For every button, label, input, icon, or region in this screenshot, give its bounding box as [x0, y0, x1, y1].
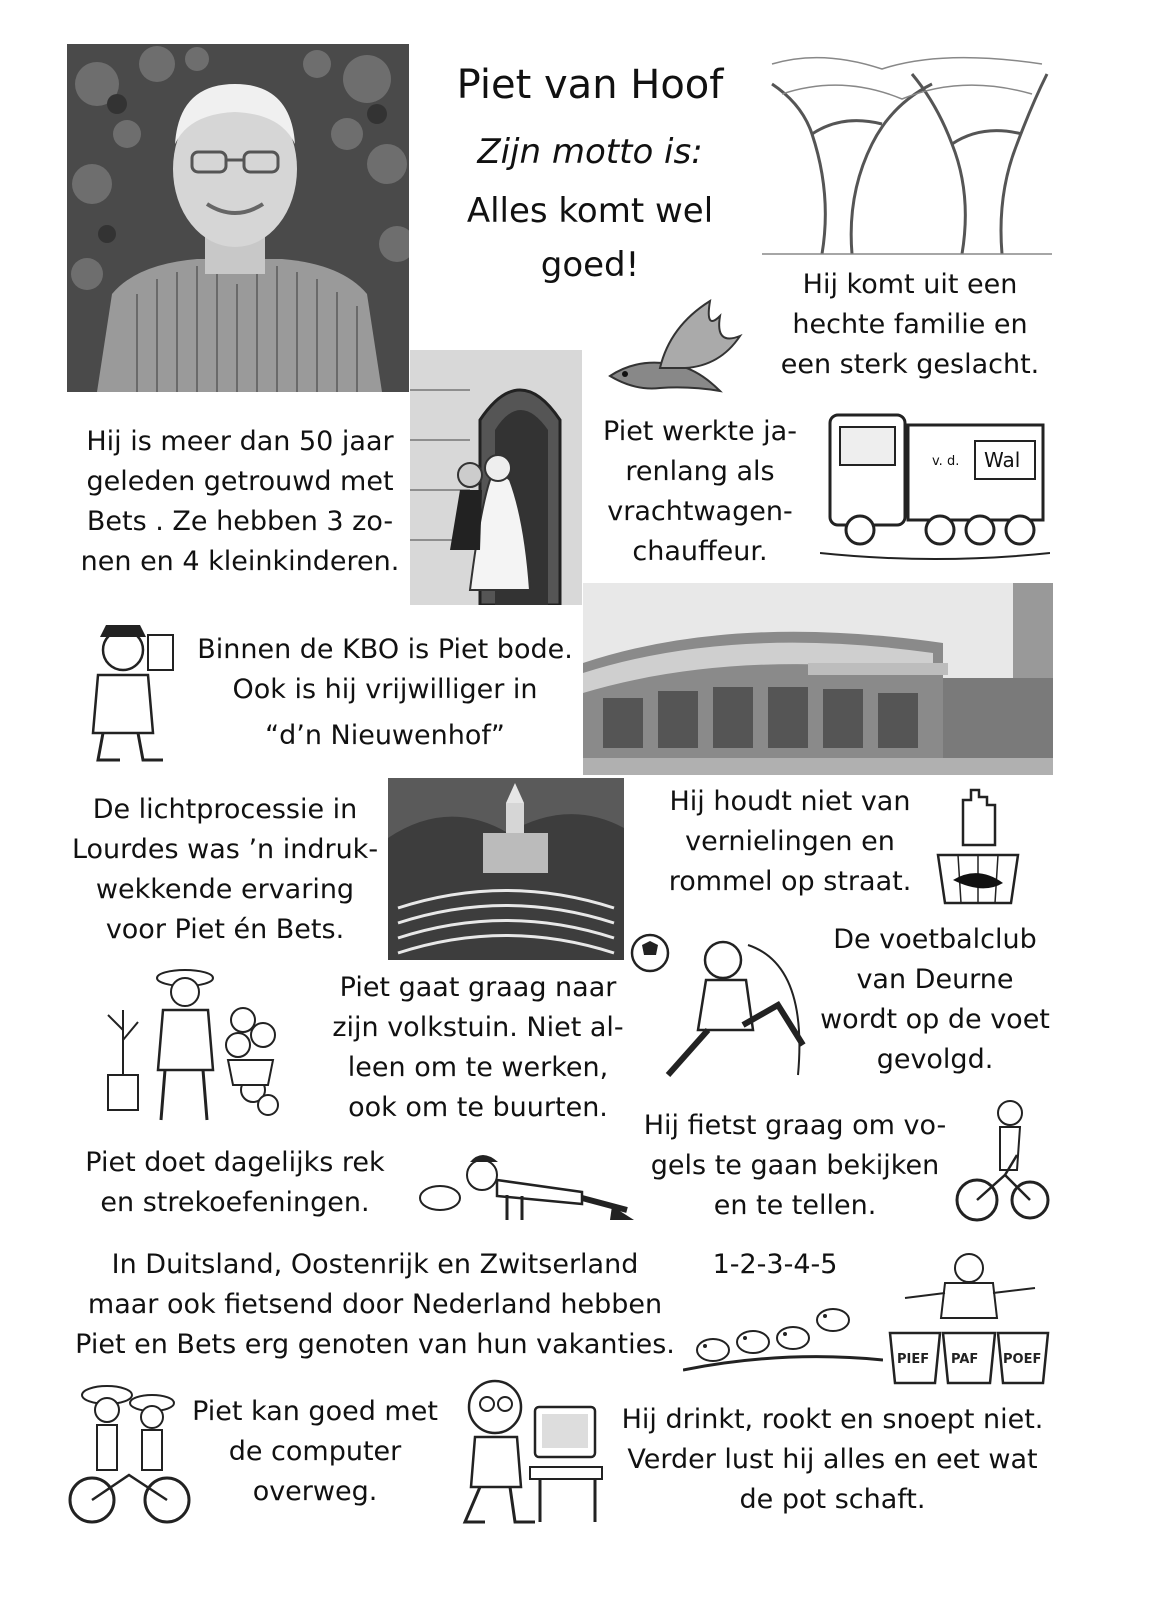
- vandalism-text: Hij houdt niet van vernielingen en rommel op straat.: [668, 786, 912, 897]
- married-text: Hij is meer dan 50 jaar geleden getrouwd met Bets . Ze hebben 3 zo- nen en 4 kleinkinderen.: [80, 426, 400, 577]
- habits-text: Hij drinkt, rookt en snoept niet. Verder lust hij alles en eet wat de pot schaft.: [621, 1404, 1044, 1515]
- bucket-label-2: PAF: [951, 1352, 979, 1367]
- wedding-illustration: [410, 350, 582, 605]
- kbo-text: Binnen de KBO is Piet bode. Ook is hij vrijwilliger in “d’n Nieuwenhof”: [197, 634, 573, 751]
- computer-kid-illustration: [445, 1372, 610, 1532]
- truck-illustration: [820, 405, 1050, 565]
- bird-illustration: [600, 296, 750, 406]
- football-illustration: [628, 925, 818, 1093]
- motto-text: Alles komt wel goed!: [466, 191, 714, 285]
- football-text: De voetbalclub van Deurne wordt op de voet gevolgd.: [820, 924, 1050, 1075]
- cycling-birds-text: Hij fietst graag om vo- gels te gaan bekijken en te tellen.: [643, 1110, 947, 1221]
- truck-text: Piet werkte ja- renlang als vrachtwagen- chauffeur.: [603, 416, 797, 567]
- trees-illustration: [762, 44, 1052, 260]
- gardener-illustration: [103, 960, 285, 1128]
- holidays-text: In Duitsland, Oostenrijk en Zwitserland maar ook fietsend door Nederland hebben Piet en Bets erg genoten van hun vakanties.: [75, 1249, 675, 1360]
- lourdes-photo: [388, 778, 624, 960]
- candy-buckets-illustration: [885, 1238, 1053, 1388]
- bucket-label-3: POEF: [1003, 1352, 1042, 1367]
- building-photo: [583, 583, 1053, 775]
- pushup-illustration: [412, 1140, 637, 1228]
- bucket-label-1: PIEF: [897, 1352, 930, 1367]
- cyclist-illustration: [955, 1095, 1050, 1225]
- page-title: Piet van Hoof: [456, 62, 724, 108]
- motto-intro: Zijn motto is:: [477, 132, 703, 172]
- lourdes-text: De lichtprocessie in Lourdes was ’n indruk- wekkende ervaring voor Piet én Bets.: [71, 794, 379, 945]
- postman-illustration: [78, 615, 183, 763]
- birds-on-branch-illustration: [683, 1290, 883, 1390]
- count-text: 1-2-3-4-5: [712, 1249, 838, 1280]
- stop-litter-icon: [933, 785, 1023, 905]
- computer-text: Piet kan goed met de computer overweg.: [192, 1396, 438, 1507]
- truck-sign: Wal: [984, 448, 1021, 472]
- tandem-illustration: [67, 1375, 192, 1530]
- garden-text: Piet gaat graag naar zijn volkstuin. Niet al- leen om te werken, ook om te buurten.: [332, 972, 624, 1123]
- exercise-text: Piet doet dagelijks rek en strekoefeningen.: [85, 1147, 385, 1218]
- family-text: Hij komt uit een hechte familie en een sterk geslacht.: [780, 269, 1040, 380]
- truck-sign-small: v. d.: [932, 454, 960, 469]
- portrait-photo: [67, 44, 409, 392]
